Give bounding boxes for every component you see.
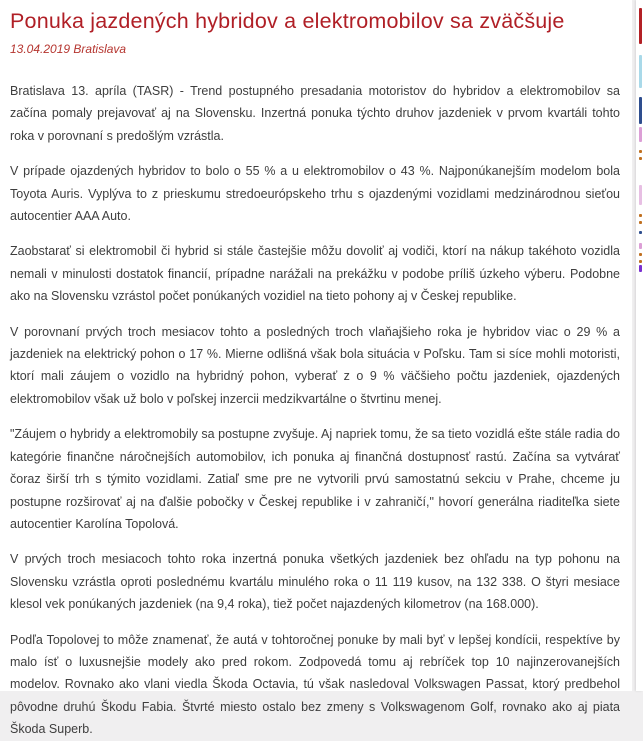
sliver-dot-orange: [639, 214, 642, 217]
article-paragraph-6: V prvých troch mesiacoch tohto roka inzertná ponuka všetkých jazdeniek bez ohľadu na typ pohonu na Slovensku vzrástla oproti poslednému kvartálu minulého roka o 11 119 kusov, na 132 338. O štyri mesiace klesol vek ponúkaných jazdeniek (na 9,4 roka), tiež počet najazdených kilometrov (na 168.000).: [10, 552, 620, 612]
sliver-bar-pink: [639, 185, 642, 205]
sliver-bar-pink: [639, 243, 642, 249]
article-paragraph-5: "Záujem o hybridy a elektromobily sa postupne zvyšuje. Aj napriek tomu, že sa tieto vozidlá ešte stále radia do kategórie finančne náročnejších automobilov, ich ponuka aj finančná dostupnosť rastú. Začína sa vytvárať čoraz širší trh s týmito vozidlami. Zatiaľ sme pre ne vytvorili prvú samostatnú sekciu v Prahe, chceme ju postupne rozširovať aj na ďalšie pobočky v Českej republike i v zahraničí," hovorí generálna riaditeľka siete autocentier Karolína Topolová.: [10, 427, 620, 531]
article-paragraph-4: V porovnaní prvých troch mesiacov tohto a posledných troch vlaňajšieho roka je hybridov viac o 29 % a jazdeniek na elektrický pohon o 17 %. Mierne odlišná však bola situácia v Poľsku. Tam si síce mohli motoristi, ktorí mali záujem o vozidlo na hybridný pohon, vyberať z o 9 % väčšieho počtu jazdeniek, ojazdených elektromobilov však už bolo v poľskej inzercii medzikvartálne o štvrtinu menej.: [10, 324, 620, 406]
sliver-dot-orange: [639, 260, 642, 263]
sliver-dot-navy: [639, 231, 642, 234]
adjacent-column-sliver: [636, 0, 643, 691]
sliver-bar-purple: [639, 265, 642, 272]
sliver-dot-orange: [639, 150, 642, 153]
article-paragraph-2: V prípade ojazdených hybridov to bolo o 55 % a u elektromobilov o 43 %. Najponúkanejším modelom bola Toyota Auris. Vyplýva to z prieskumu stredoeurópskeho trhu s ojazdenými vozidlami medzinárodnou sieťou autocentier AAA Auto.: [10, 164, 620, 224]
sliver-dot-orange: [639, 157, 642, 160]
sliver-dot-orange: [639, 221, 642, 224]
article-paragraph-1: Bratislava 13. apríla (TASR) - Trend postupného presadania motoristov do hybridov a elektromobilov sa začína pomaly prejavovať aj na Slovensku. Inzertná ponuka týchto druhov jazdeniek v prvom kvartáli tohto roka v porovnaní s predošlým vzrástla.: [10, 84, 620, 143]
article-title: Ponuka jazdených hybridov a elektromobilov sa zväčšuje: [10, 9, 565, 33]
sliver-bar-lightblue: [639, 55, 642, 88]
article-paragraph-7: Podľa Topolovej to môže znamenať, že autá v tohtoročnej ponuke by mali byť v lepšej kondícii, respektíve by malo ísť o luxusnejšie modely ako pred rokom. Zodpovedá tomu aj rebríček top 10 najinzerovanejších modelov. Rovnako ako vlani viedla Škoda Octavia, tú však nasledoval Volkswagen Passat, ktorý predbehol pôvodne druhú Škodu Fabia. Štvrté miesto ostalo bez zmeny s Volkswagenom Golf, rovnako ako aj piata Škoda Superb.: [10, 632, 620, 737]
sliver-dot-orange: [639, 253, 642, 256]
article-paragraph-3: Zaobstarať si elektromobil či hybrid si stále častejšie môžu dovoliť aj vodiči, ktorí na nákup takéhoto vozidla nemali v minulosti dostatok financií, prípadne narážali na prekážku v podobe príliš úzkeho výberu. Podobne ako na Slovensku vzrástol počet ponúkaných vozidiel na tieto pohony aj v Českej republike.: [10, 244, 620, 304]
sliver-bar-pink: [639, 127, 642, 142]
article-dateline: 13.04.2019 Bratislava: [10, 42, 127, 56]
sliver-bar-navy: [639, 97, 642, 124]
sliver-bar-red: [639, 8, 642, 44]
